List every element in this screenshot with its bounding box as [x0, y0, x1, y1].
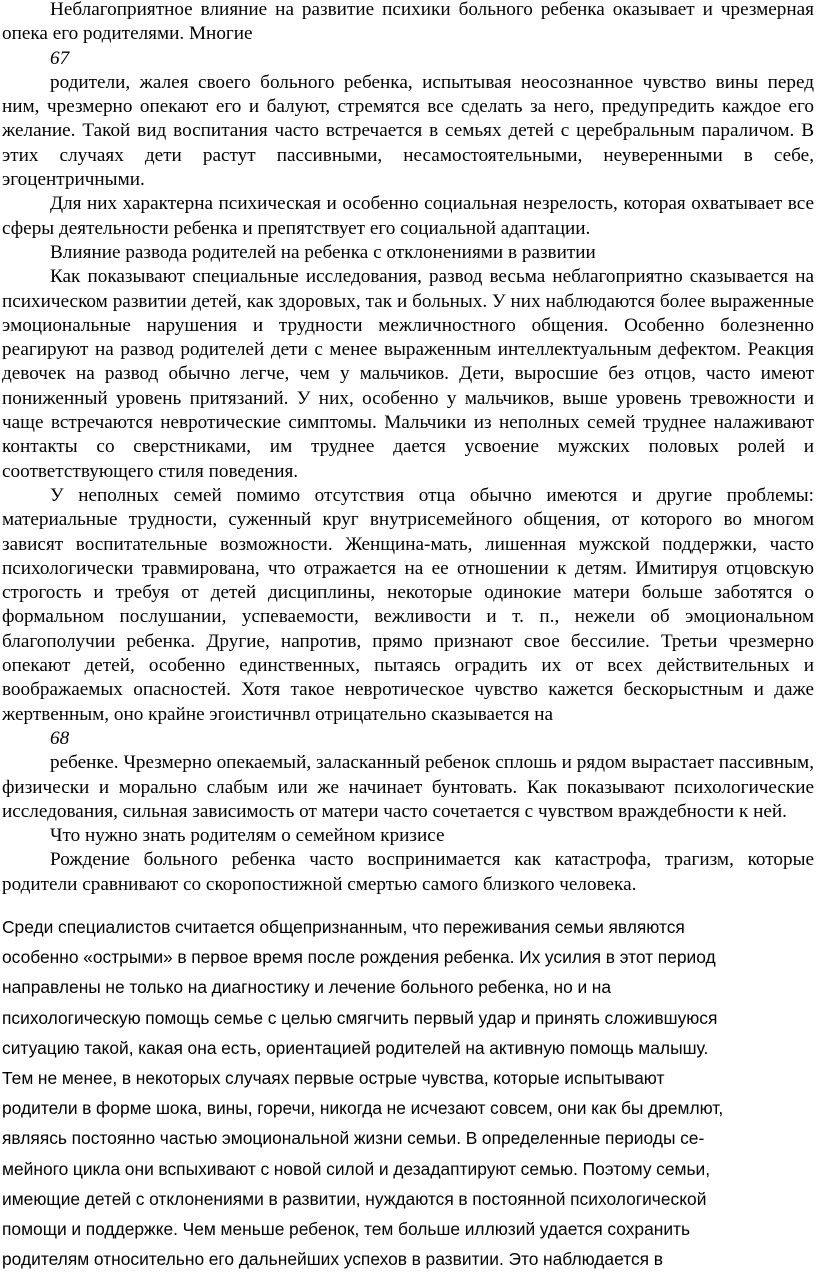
section-heading: Что нужно знать родителям о семейном кризисе	[50, 825, 445, 847]
paragraph: Как показывают специальные исследования, развод весьма неблагоприятно сказывается на психическом развитии детей, как здоровых, так и больных. У них наблюдаются более выраженные эмоциональные нарушения и трудности межличностного общения. Особенно болезненно реагируют на развод родителей дети с менее выраженным интеллектуальным дефектом. Реакция девочек на развод обычно легче, чем у мальчиков. Дети, выросшие без отцов, часто имеют пониженный уровень притязаний. У них, особенно у мальчиков, выше уровень тревожности и чаще встречаются невротические симптомы. Мальчики из неполных семей труднее налаживают контакты со сверстниками, им труднее дается усвоение мужских половых ролей и соответствующего стиля поведения.	[2, 266, 814, 482]
paragraph: Неблагоприятное влияние на развитие психики больного ребенка оказывает и чрезмерная опека его родителями. Многие	[2, 0, 814, 45]
text-line: родители в форме шока, вины, горечи, никогда не исчезают совсем, они как бы дремлют,	[2, 1098, 724, 1119]
page-number: 67	[50, 47, 70, 69]
text-line: родителям относительно его дальнейших успехов в развитии. Это наблюдается в	[2, 1249, 663, 1270]
paragraph: Для них характерна психическая и особенно социальная незрелость, которая охватывает все сферы деятельности ребенка и препятствует его социальной адаптации.	[2, 193, 814, 239]
paragraph: У неполных семей помимо отсутствия отца обычно имеются и другие проблемы: материальные трудности, суженный круг внутрисемейного общения, от которого во многом зависят воспитательные возможности. Женщина-мать, лишенная мужской поддержки, часто психологически травмирована, что отражается на ее отношении к детям. Имитируя отцовскую строгость и требуя от детей дисциплины, некоторые одинокие матери больше заботятся о формальном послушании, успеваемости, вежливости и т. п., нежели об эмоциональном благополучии ребенка. Другие, напротив, прямо признают свое бессилие. Третьи чрезмерно опекают детей, особенно единственных, пытаясь оградить их от всех действительных и воображаемых опасностей. Хотя такое невротическое чувство кажется бескорыстным и даже жертвенным, оно крайне эгоистичнвл отрицательно сказывается на	[2, 484, 814, 725]
paragraph: родители, жалея своего больного ребенка, испытывая неосознанное чувство вины перед ним, чрезмерно опекают его и балуют, стремятся все сделать за него, предупредить каждое его желание. Такой вид воспитания часто встречается в семьях детей с церебральным параличом. В этих случаях дети растут пассивными, несамостоятельными, неуверенными в себе, эгоцентричными.	[2, 71, 814, 191]
text-line: направлены не только на диагностику и лечение больного ребенка, но и на	[2, 977, 612, 998]
text-line: Среди специалистов считается общепризнанным, что переживания семьи являются	[2, 917, 685, 937]
text-line: психологическую помощь семье с целью смягчить первый удар и принять сложившуюся	[2, 1007, 718, 1028]
text-line: являясь постоянно частью эмоциональной жизни семьи. В определенные периоды се-	[2, 1128, 705, 1149]
sans-section	[0, 912, 816, 1274]
text-line: мейного цикла они вспыхивают с новой силой и дезадаптируют семью. Поэтому семьи,	[2, 1158, 711, 1179]
page-number: 68	[50, 727, 70, 749]
paragraph: ребенке. Чрезмерно опекаемый, заласканный ребенок сплошь и рядом вырастает пассивным, физически и морально слабым или же начинает бунтовать. Как показывают психологические исследования, сильная зависимость от матери часто сочетается с чувством враждебности к ней.	[2, 752, 814, 822]
text-line: ситуацию такой, какая она есть, ориентацией родителей на активную помощь малышу.	[2, 1037, 709, 1058]
text-line: помощи и поддержке. Чем меньше ребенок, тем больше иллюзий удается сохранить	[2, 1219, 691, 1240]
text-line: особенно «острыми» в первое время после рождения ребенка. Их усилия в этот период	[2, 947, 716, 968]
paragraph: Рождение больного ребенка часто воспринимается как катастрофа, трагизм, которые родители сравнивают со скоропостижной смертью самого близкого человека.	[2, 849, 814, 895]
section-heading: Влияние развода родителей на ребенка с отклонениями в развитии	[50, 241, 596, 263]
text-line: Тем не менее, в некоторых случаях первые острые чувства, которые испытывают	[2, 1068, 665, 1089]
text-line: имеющие детей с отклонениями в развитии, нуждаются в постоянной психологической	[2, 1188, 707, 1209]
